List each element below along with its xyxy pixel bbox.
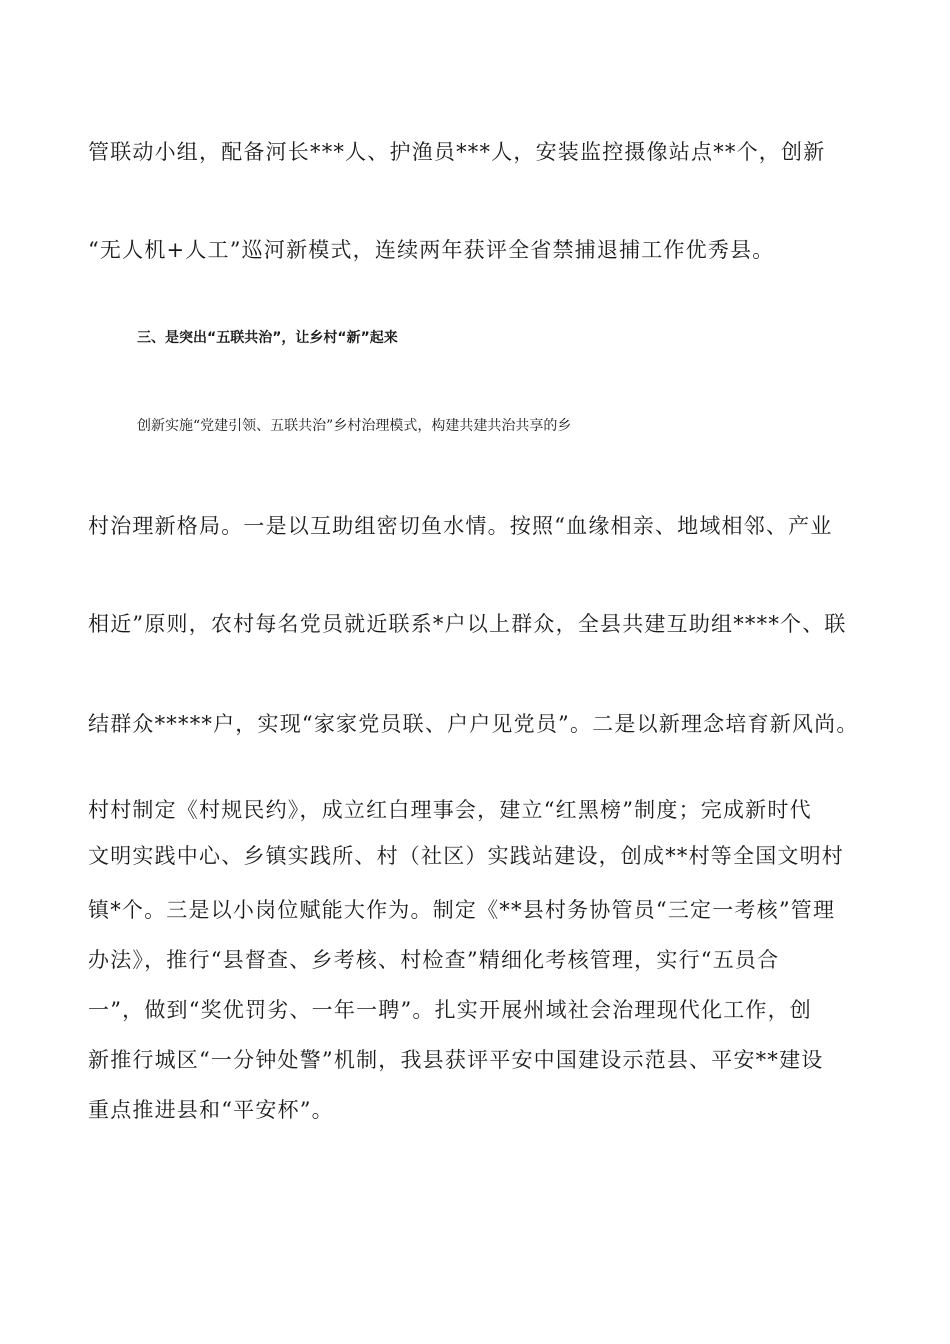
paragraph-2-line-2: 村治理新格局。一是以互助组密切鱼水情。按照“血缘相亲、地域相邻、产业 xyxy=(88,514,833,538)
paragraph-1-line-2: “无人机+人工”巡河新模式，连续两年获评全省禁捕退捕工作优秀县。 xyxy=(88,238,775,262)
paragraph-2-line-6: 文明实践中心、乡镇实践所、村（社区）实践站建设，创成**村等全国文明村 xyxy=(88,844,844,868)
paragraph-2-line-1: 创新实施“党建引领、五联共治”乡村治理模式，构建共建共治共享的乡 xyxy=(137,418,572,434)
paragraph-2-line-11: 重点推进县和“平安杯”。 xyxy=(88,1098,334,1122)
paragraph-1-line-1: 管联动小组，配备河长***人、护渔员***人，安装监控摄像站点**个，创新 xyxy=(88,140,826,164)
paragraph-2-line-9: 一”，做到“奖优罚劣、一年一聘”。扎实开展州域社会治理现代化工作，创 xyxy=(88,998,813,1022)
paragraph-2-line-4: 结群众*****户，实现“家家党员联、户户见党员”。二是以新理念培育新风尚。 xyxy=(88,712,859,736)
section-heading: 三、是突出“五联共治”，让乡村“新”起来 xyxy=(137,330,398,346)
paragraph-2-line-5: 村村制定《村规民约》，成立红白理事会，建立“红黑榜”制度；完成新时代 xyxy=(88,798,812,822)
paragraph-2-line-7: 镇*个。三是以小岗位赋能大作为。制定《**县村务协管员“三定一考核”管理 xyxy=(88,898,836,922)
paragraph-2-line-8: 办法》，推行“县督查、乡考核、村检查”精细化考核管理，实行“五员合 xyxy=(88,948,780,972)
paragraph-2-line-3: 相近”原则，农村每名党员就近联系*户以上群众，全县共建互助组****个、联 xyxy=(88,612,847,636)
paragraph-2-line-10: 新推行城区“一分钟处警”机制，我县获评平安中国建设示范县、平安**建设 xyxy=(88,1048,824,1072)
